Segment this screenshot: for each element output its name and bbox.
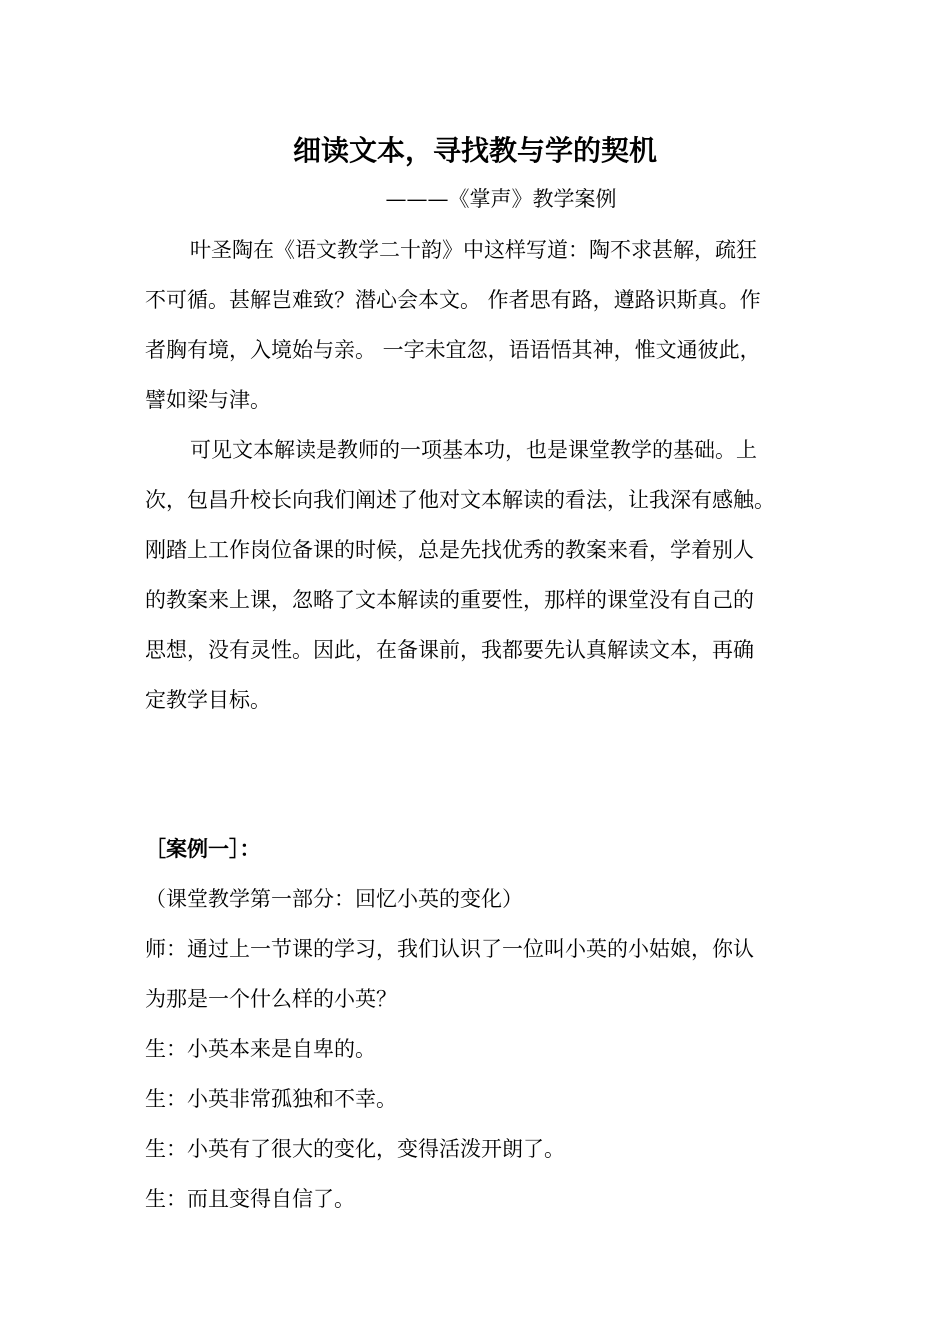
paragraph-2-line: 次，包昌升校长向我们阐述了他对文本解读的看法，让我深有感触。: [145, 488, 775, 512]
document-title: 细读文本，寻找教与学的契机: [292, 134, 657, 167]
dialogue-line: 生：小英非常孤独和不幸。: [145, 1087, 397, 1111]
dialogue-line: 为那是一个什么样的小英？: [145, 987, 397, 1011]
dialogue-line: 生：小英有了很大的变化，变得活泼开朗了。: [145, 1137, 565, 1161]
dialogue-line: 师：通过上一节课的学习，我们认识了一位叫小英的小姑娘，你认: [145, 937, 754, 961]
paragraph-2-line: 定教学目标。: [145, 688, 271, 712]
paragraph-1-line: 不可循。甚解岂难致？潜心会本文。 作者思有路，遵路识斯真。作: [145, 288, 761, 312]
paragraph-2-line: 可见文本解读是教师的一项基本功，也是课堂教学的基础。上: [190, 438, 757, 462]
dialogue-line: 生：小英本来是自卑的。: [145, 1037, 376, 1061]
paragraph-1-line: 譬如梁与津。: [145, 388, 271, 412]
paragraph-2-line: 思想，没有灵性。因此，在备课前，我都要先认真解读文本，再确: [145, 638, 754, 662]
case-section-note: （课堂教学第一部分：回忆小英的变化）: [145, 887, 523, 911]
dialogue-line: 生：而且变得自信了。: [145, 1187, 355, 1211]
paragraph-2-line: 的教案来上课，忽略了文本解读的重要性，那样的课堂没有自己的: [145, 588, 754, 612]
paragraph-2-line: 刚踏上工作岗位备课的时候，总是先找优秀的教案来看，学着别人: [145, 538, 754, 562]
document-subtitle: ———《掌声》教学案例: [385, 187, 617, 211]
paragraph-1-line: 叶圣陶在《语文教学二十韵》中这样写道：陶不求甚解，疏狂: [190, 238, 757, 262]
case-heading: ［案例一］：: [145, 836, 261, 861]
paragraph-1-line: 者胸有境，入境始与亲。 一字未宜忽，语语悟其神，惟文通彼此，: [145, 338, 761, 362]
